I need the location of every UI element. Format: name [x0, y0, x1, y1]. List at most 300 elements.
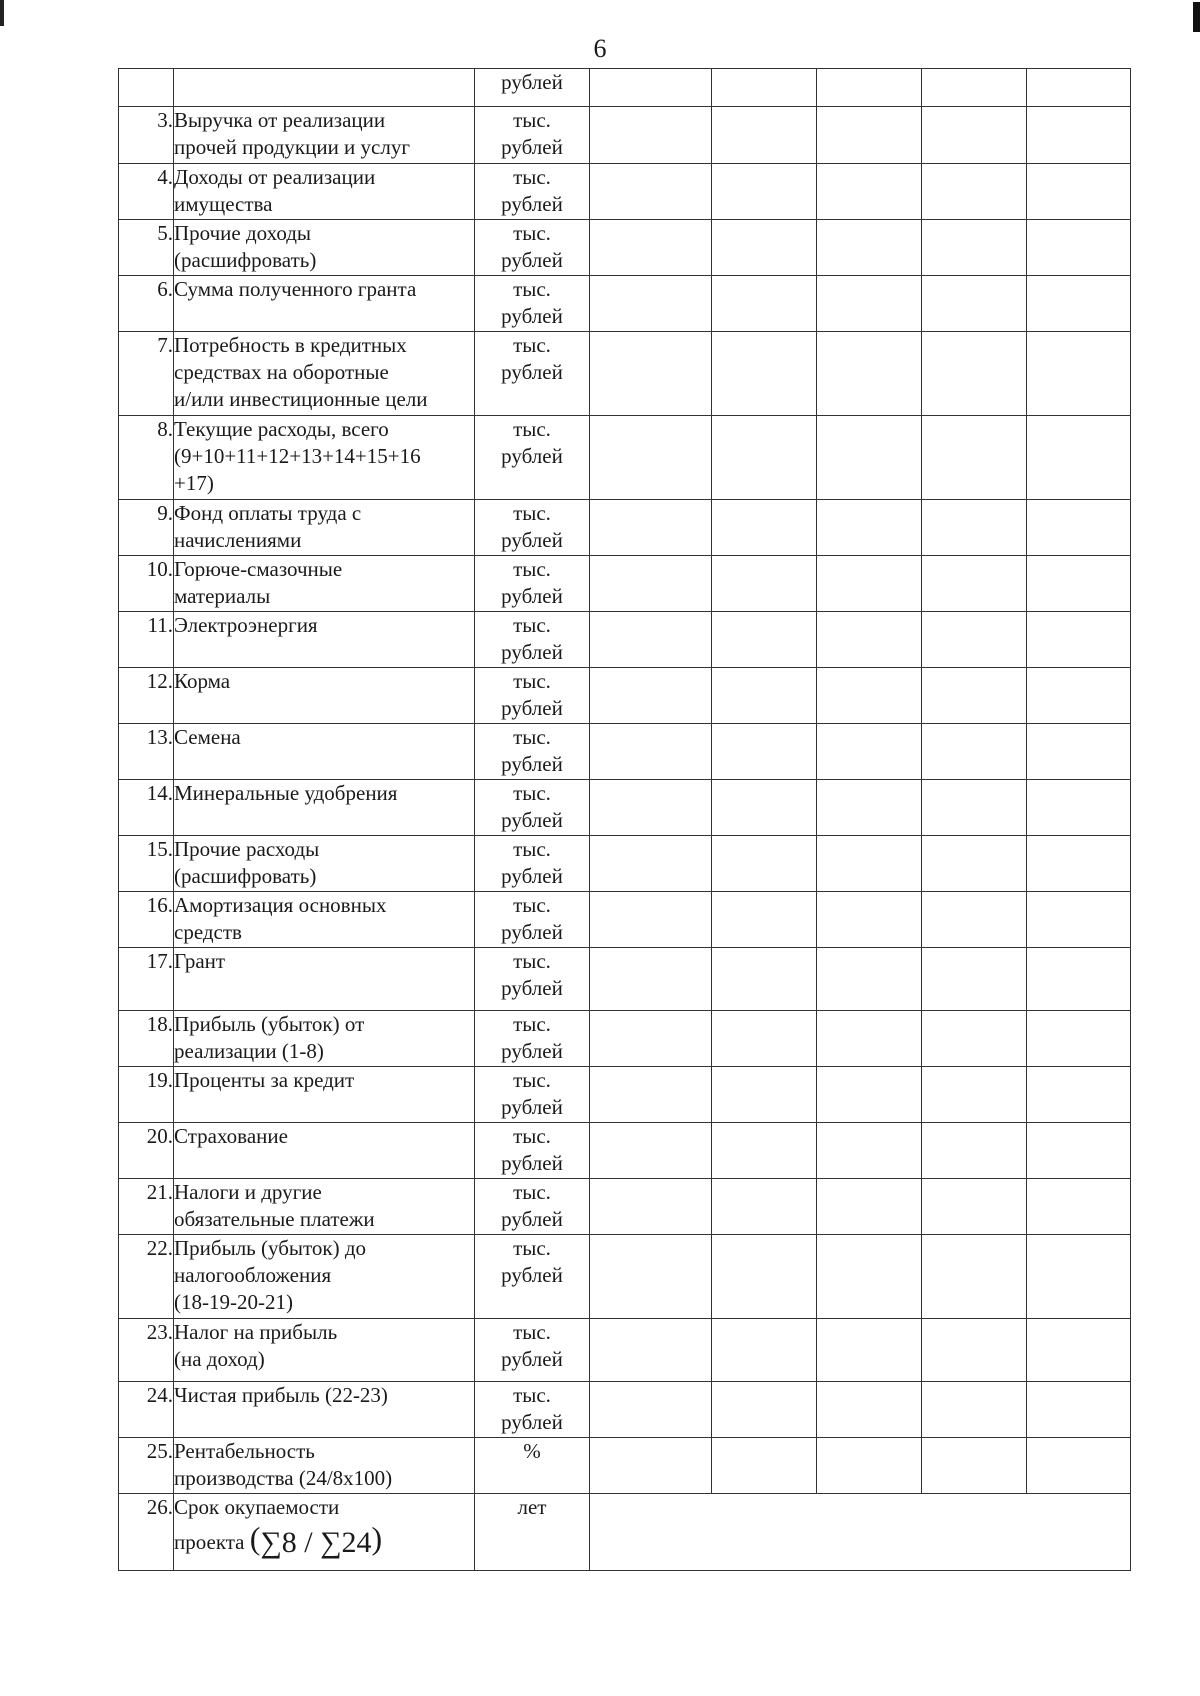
unit-line: рублей [501, 1095, 563, 1119]
unit-line: рублей [501, 444, 563, 468]
cell-value [590, 1123, 712, 1179]
row-name-line: Текущие расходы, всего [174, 417, 389, 441]
row-name-line: (на доход) [174, 1347, 265, 1371]
row-number: 4. [119, 164, 174, 220]
row-unit [475, 948, 590, 1011]
table-row [119, 724, 1131, 780]
row-number: 12. [119, 668, 174, 724]
table-row [119, 1011, 1131, 1067]
unit-line: тыс. [513, 949, 551, 973]
row-number: 5. [119, 220, 174, 276]
row-name [174, 1494, 475, 1571]
cell-value [590, 164, 712, 220]
cell-value [922, 780, 1027, 836]
cell-value [1027, 1382, 1131, 1438]
row-unit [475, 1123, 590, 1179]
cell-value [590, 1011, 712, 1067]
row-name-line: Грант [174, 949, 226, 973]
cell-num [119, 69, 174, 107]
unit-line: тыс. [513, 1320, 551, 1344]
row-name-line: Налоги и другие [174, 1180, 322, 1204]
cell-value [1027, 276, 1131, 332]
cell-value [922, 276, 1027, 332]
cell-value [922, 220, 1027, 276]
row-name-line: производства (24/8х100) [174, 1466, 393, 1490]
row-name-line: Прибыль (убыток) до [174, 1236, 367, 1260]
row-name [174, 948, 475, 1011]
row-name-line: Проценты за кредит [174, 1068, 355, 1092]
cell-value [712, 668, 817, 724]
row-unit [475, 1235, 590, 1319]
cell-value [922, 836, 1027, 892]
row-name-line: начислениями [174, 528, 302, 552]
page-number: 6 [593, 34, 607, 63]
row-unit [475, 836, 590, 892]
cell-value [590, 556, 712, 612]
table-row [119, 780, 1131, 836]
cell-value [590, 948, 712, 1011]
row-name [174, 1438, 475, 1494]
row-name-line: (9+10+11+12+13+14+15+16 [174, 444, 421, 468]
unit-line: рублей [501, 135, 563, 159]
row-number: 19. [119, 1067, 174, 1123]
cell-value [1027, 220, 1131, 276]
unit-line: тыс. [513, 277, 551, 301]
row-unit [475, 1067, 590, 1123]
cell-value [817, 1067, 922, 1123]
table-row [119, 1123, 1131, 1179]
table-row [119, 332, 1131, 416]
cell-value [1027, 668, 1131, 724]
row-name-line: Прибыль (убыток) от [174, 1012, 365, 1036]
row-name [174, 724, 475, 780]
row-number: 25. [119, 1438, 174, 1494]
cell-value [922, 1382, 1027, 1438]
row-name-line: налогообложения [174, 1263, 332, 1287]
cell-value [590, 107, 712, 164]
cell-value [590, 1179, 712, 1235]
cell-value [590, 836, 712, 892]
unit-line: тыс. [513, 1383, 551, 1407]
row-name [174, 556, 475, 612]
cell-value [712, 1067, 817, 1123]
row-name [174, 1123, 475, 1179]
row-unit [475, 724, 590, 780]
cell-value [712, 780, 817, 836]
formula-operand: 24 [341, 1526, 372, 1559]
unit-line: рублей [501, 1263, 563, 1287]
unit-line: рублей [501, 248, 563, 272]
table-row [119, 1382, 1131, 1438]
table-row [119, 1179, 1131, 1235]
unit-line: рублей [501, 696, 563, 720]
table-body [119, 69, 1131, 1571]
row-name-line [174, 1520, 474, 1559]
cell-value [590, 500, 712, 556]
sum-symbol: ∑ [320, 1526, 342, 1559]
unit-line: тыс. [513, 221, 551, 245]
cell-value [1027, 1235, 1131, 1319]
table-row [119, 556, 1131, 612]
row-name [174, 276, 475, 332]
table-row [119, 220, 1131, 276]
cell-value [922, 1319, 1027, 1382]
row-name-line: +17) [174, 471, 214, 495]
cell-value [817, 220, 922, 276]
cell-value [922, 416, 1027, 500]
cell-value [817, 780, 922, 836]
unit-line: тыс. [513, 108, 551, 132]
row-name [174, 892, 475, 948]
row-name-line: Электроэнергия [174, 613, 318, 637]
row-name-line: обязательные платежи [174, 1207, 375, 1231]
cell-value [590, 276, 712, 332]
cell-value [590, 69, 712, 107]
row-name [174, 780, 475, 836]
row-unit [475, 612, 590, 668]
unit-line: рублей [501, 864, 563, 888]
row-name-line: имущества [174, 192, 273, 216]
cell-value [1027, 1067, 1131, 1123]
row-unit [475, 107, 590, 164]
table-row [119, 1235, 1131, 1319]
cell-value [712, 1123, 817, 1179]
row-name-line: Фонд оплаты труда с [174, 501, 362, 525]
cell-value [712, 1438, 817, 1494]
cell-value [817, 332, 922, 416]
cell-value [712, 416, 817, 500]
table-row [119, 892, 1131, 948]
unit-line: рублей [501, 70, 563, 94]
row-name-line: Доходы от реализации [174, 165, 376, 189]
row-name [174, 164, 475, 220]
cell-value [712, 500, 817, 556]
cell-value [1027, 724, 1131, 780]
cell-value [712, 1235, 817, 1319]
cell-value [922, 1067, 1027, 1123]
row-name-line: Минеральные удобрения [174, 781, 398, 805]
cell-value [817, 892, 922, 948]
table-row [119, 948, 1131, 1011]
cell-value [922, 556, 1027, 612]
row-name [174, 1319, 475, 1382]
unit-line: рублей [501, 1151, 563, 1175]
cell-value [817, 1235, 922, 1319]
row-name [174, 500, 475, 556]
cell-value [817, 107, 922, 164]
cell-value [922, 724, 1027, 780]
row-name-line: Чистая прибыль (22-23) [174, 1383, 388, 1407]
table-row [119, 276, 1131, 332]
row-number: 16. [119, 892, 174, 948]
table-row-continuation [119, 69, 1131, 107]
table-row [119, 836, 1131, 892]
row-unit [475, 220, 590, 276]
cell-value [712, 332, 817, 416]
cell-value [712, 276, 817, 332]
cell-value [590, 1235, 712, 1319]
cell-value [712, 1382, 817, 1438]
cell-value [1027, 556, 1131, 612]
row-name [174, 1067, 475, 1123]
cell-value [817, 1319, 922, 1382]
table-row-payback [119, 1494, 1131, 1571]
unit-line: рублей [501, 360, 563, 384]
row-name-line: Потребность в кредитных [174, 333, 407, 357]
cell-value [712, 107, 817, 164]
cell-value [1027, 780, 1131, 836]
cell-value [922, 332, 1027, 416]
unit-line: рублей [501, 1347, 563, 1371]
cell-value [1027, 892, 1131, 948]
cell-value [712, 724, 817, 780]
row-name-line: Сумма полученного гранта [174, 277, 417, 301]
cell-value [922, 69, 1027, 107]
row-name-line: Амортизация основных [174, 893, 387, 917]
cell-value [1027, 332, 1131, 416]
cell-value [712, 892, 817, 948]
row-number: 26. [119, 1494, 174, 1571]
row-unit [475, 332, 590, 416]
row-number: 13. [119, 724, 174, 780]
cell-unit [475, 69, 590, 107]
cell-value [817, 164, 922, 220]
cell-value [1027, 948, 1131, 1011]
row-unit [475, 1011, 590, 1067]
row-name-line: (расшифровать) [174, 248, 317, 272]
cell-value-merged [590, 1494, 1131, 1571]
row-name-line: Прочие расходы [174, 837, 320, 861]
row-name [174, 612, 475, 668]
row-unit [475, 780, 590, 836]
unit-line: тыс. [513, 557, 551, 581]
row-name-line: (расшифровать) [174, 864, 317, 888]
cell-value [817, 276, 922, 332]
cell-value [590, 332, 712, 416]
table-row [119, 1067, 1131, 1123]
cell-value [817, 612, 922, 668]
cell-value [1027, 612, 1131, 668]
row-unit [475, 500, 590, 556]
unit-line: тыс. [513, 1124, 551, 1148]
row-name-line: Семена [174, 725, 241, 749]
cell-value [1027, 1123, 1131, 1179]
cell-value [1027, 107, 1131, 164]
unit-line: рублей [501, 808, 563, 832]
row-unit [475, 1319, 590, 1382]
row-number: 18. [119, 1011, 174, 1067]
row-unit [475, 416, 590, 500]
row-number: 24. [119, 1382, 174, 1438]
unit-line: тыс. [513, 613, 551, 637]
unit-line: тыс. [513, 837, 551, 861]
cell-value [590, 892, 712, 948]
unit-line: тыс. [513, 1068, 551, 1092]
table-row [119, 164, 1131, 220]
row-name-line: материалы [174, 584, 271, 608]
cell-value [922, 1179, 1027, 1235]
cell-value [922, 1438, 1027, 1494]
unit-line: тыс. [513, 893, 551, 917]
cell-value [712, 1179, 817, 1235]
cell-value [1027, 1179, 1131, 1235]
cell-value [922, 1123, 1027, 1179]
row-name [174, 1011, 475, 1067]
cell-value [817, 416, 922, 500]
table-row [119, 668, 1131, 724]
cell-value [712, 948, 817, 1011]
payback-label: проекта [174, 1530, 250, 1554]
row-name [174, 668, 475, 724]
cell-value [1027, 1319, 1131, 1382]
cell-value [1027, 1438, 1131, 1494]
cell-value [590, 1438, 712, 1494]
row-number: 17. [119, 948, 174, 1011]
unit-line: тыс. [513, 1012, 551, 1036]
row-unit [475, 668, 590, 724]
row-name-line: и/или инвестиционные цели [174, 387, 428, 411]
unit-line: рублей [501, 1410, 563, 1434]
unit-line: тыс. [513, 165, 551, 189]
formula-operand: 8 / [281, 1526, 321, 1559]
unit-line: рублей [501, 640, 563, 664]
unit-line: тыс. [513, 501, 551, 525]
cell-value [590, 612, 712, 668]
row-name-line: средств [174, 920, 242, 944]
row-name-line: средствах на оборотные [174, 360, 389, 384]
row-unit [475, 276, 590, 332]
cell-value [1027, 164, 1131, 220]
cell-value [817, 69, 922, 107]
table-row [119, 1438, 1131, 1494]
row-number: 6. [119, 276, 174, 332]
row-unit [475, 892, 590, 948]
cell-value [922, 164, 1027, 220]
scan-edge-mark-right [1193, 2, 1200, 32]
table-row [119, 416, 1131, 500]
cell-value [712, 220, 817, 276]
cell-value [922, 668, 1027, 724]
row-number: 7. [119, 332, 174, 416]
cell-value [817, 668, 922, 724]
cell-value [590, 780, 712, 836]
row-name [174, 836, 475, 892]
row-name [174, 332, 475, 416]
unit-line: рублей [501, 752, 563, 776]
unit-line: тыс. [513, 669, 551, 693]
cell-value [922, 500, 1027, 556]
cell-value [817, 948, 922, 1011]
sum-symbol: ∑ [260, 1526, 282, 1559]
row-name-line: реализации (1-8) [174, 1039, 324, 1063]
unit-line: рублей [501, 304, 563, 328]
scan-edge-mark-left [0, 0, 4, 26]
cell-value [1027, 69, 1131, 107]
row-number: 8. [119, 416, 174, 500]
unit-line: тыс. [513, 1236, 551, 1260]
cell-value [817, 1382, 922, 1438]
row-number: 3. [119, 107, 174, 164]
table-row [119, 612, 1131, 668]
cell-value [712, 556, 817, 612]
unit-line: рублей [501, 976, 563, 1000]
cell-value [1027, 416, 1131, 500]
cell-value [590, 220, 712, 276]
row-name [174, 416, 475, 500]
cell-value [922, 892, 1027, 948]
unit-line: рублей [501, 1207, 563, 1231]
cell-name [174, 69, 475, 107]
row-unit [475, 1382, 590, 1438]
row-number: 14. [119, 780, 174, 836]
row-name-line: Налог на прибыль [174, 1320, 338, 1344]
row-number: 20. [119, 1123, 174, 1179]
table-row [119, 1319, 1131, 1382]
row-number: 21. [119, 1179, 174, 1235]
row-name [174, 107, 475, 164]
row-number: 9. [119, 500, 174, 556]
unit-line: тыс. [513, 781, 551, 805]
row-unit [475, 556, 590, 612]
row-name [174, 1179, 475, 1235]
cell-value [590, 1067, 712, 1123]
unit-line: рублей [501, 584, 563, 608]
cell-value [712, 1011, 817, 1067]
cell-value [590, 668, 712, 724]
row-name-line: прочей продукции и услуг [174, 135, 410, 159]
cell-value [1027, 500, 1131, 556]
cell-value [590, 724, 712, 780]
cell-value [817, 836, 922, 892]
row-name-line: Рентабельность [174, 1439, 315, 1463]
cell-value [922, 107, 1027, 164]
cell-value [922, 948, 1027, 1011]
unit-line: рублей [501, 1039, 563, 1063]
unit-line: рублей [501, 528, 563, 552]
table-row [119, 500, 1131, 556]
row-number: 11. [119, 612, 174, 668]
cell-value [817, 1011, 922, 1067]
unit-line: % [523, 1439, 541, 1463]
payback-formula: (∑8 / ∑24) [249, 1520, 383, 1559]
cell-value [590, 1319, 712, 1382]
unit-line: рублей [501, 192, 563, 216]
table-row [119, 107, 1131, 164]
cell-value [817, 556, 922, 612]
cell-value [712, 1319, 817, 1382]
row-unit [475, 1438, 590, 1494]
cell-value [712, 612, 817, 668]
unit-line: тыс. [513, 417, 551, 441]
row-number: 15. [119, 836, 174, 892]
row-name-line: Корма [174, 669, 231, 693]
cell-value [712, 69, 817, 107]
cell-value [922, 1235, 1027, 1319]
row-name-line: Срок окупаемости [174, 1495, 340, 1519]
cell-value [922, 1011, 1027, 1067]
row-name-line: Страхование [174, 1124, 288, 1148]
cell-value [817, 1123, 922, 1179]
row-name [174, 1382, 475, 1438]
unit-line: лет [517, 1495, 547, 1519]
cell-value [817, 724, 922, 780]
cell-value [817, 1179, 922, 1235]
cell-value [590, 416, 712, 500]
cell-value [922, 612, 1027, 668]
unit-line: тыс. [513, 1180, 551, 1204]
row-number: 22. [119, 1235, 174, 1319]
row-name-line: Выручка от реализации [174, 108, 386, 132]
